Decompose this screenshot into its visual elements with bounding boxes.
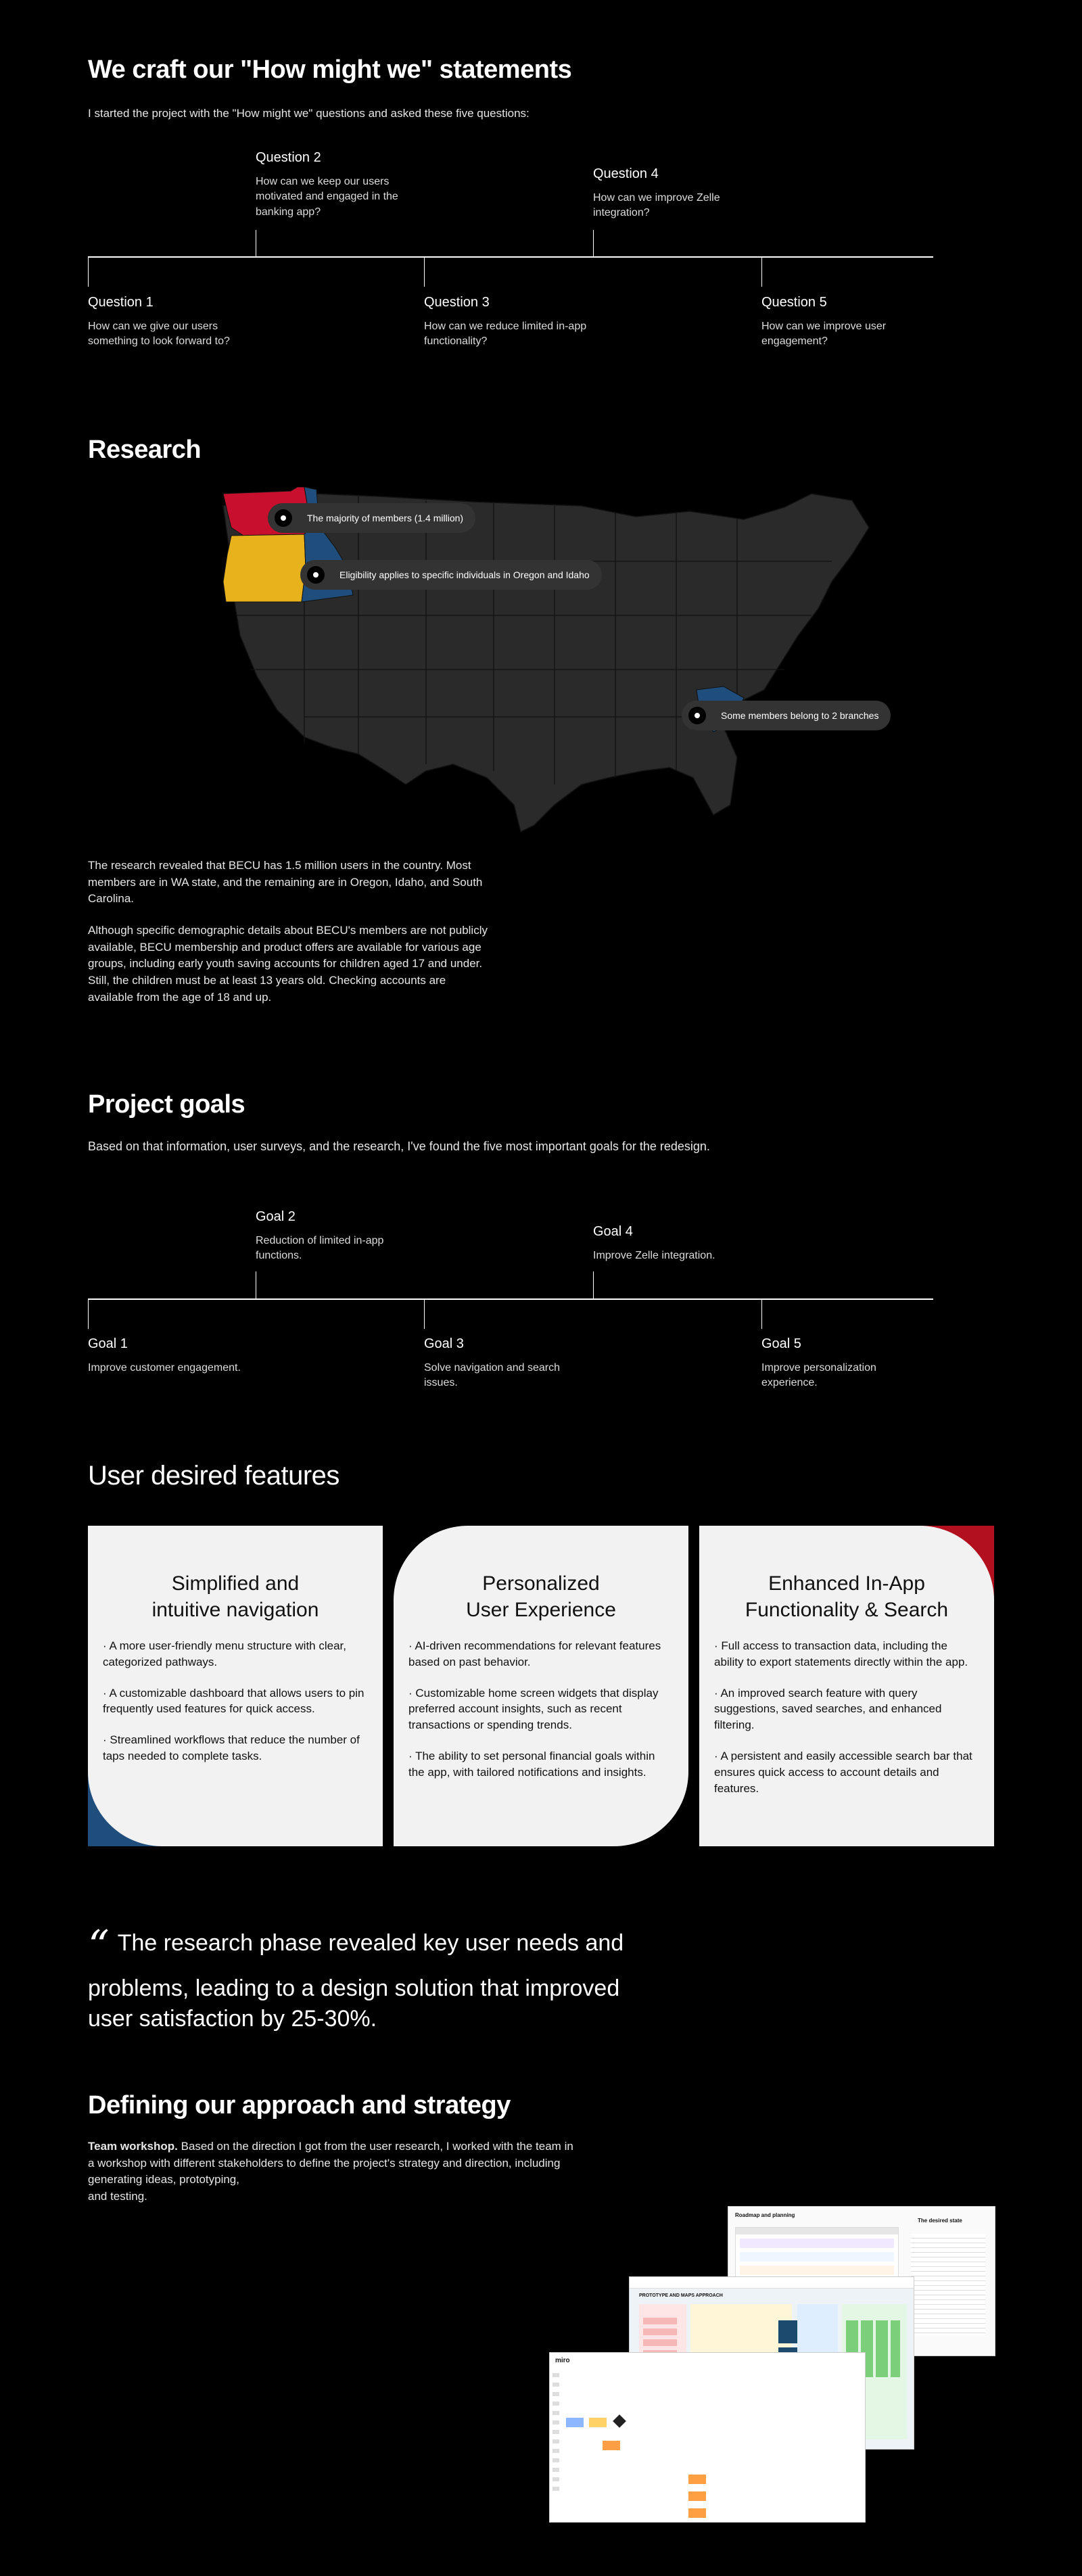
feature-list — [714, 1638, 979, 1796]
timeline-tick — [88, 257, 89, 287]
feature-list — [408, 1638, 674, 1781]
timeline-line — [88, 256, 933, 258]
goal-4-text: Improve Zelle integration. — [593, 1250, 715, 1261]
question-2-text: How can we keep our users motivated and engaged in the banking app? — [256, 176, 398, 218]
question-3-text: How can we reduce limited in-app functionality? — [424, 321, 587, 348]
workshop-board-miro — [549, 2352, 866, 2523]
feature-item: · A customizable dashboard that allows users to pin frequently used features for quick access. — [103, 1686, 364, 1716]
timeline-tick — [424, 257, 425, 287]
approach-title: Defining our approach and strategy — [88, 2091, 511, 2120]
goal-1-label: Goal 1 — [88, 1336, 128, 1351]
goal-5-text: Improve personalization experience. — [761, 1362, 876, 1389]
board-table-row — [740, 2252, 894, 2262]
question-1-label: Question 1 — [88, 295, 154, 310]
flow-node — [688, 2491, 706, 2501]
goal-3-label: Goal 3 — [424, 1336, 464, 1351]
question-1-text: How can we give our users something to look forward to? — [88, 321, 230, 348]
research-paragraph-2: Although specific demographic details about BECU's members are not publicly available, BECU membership and product offers are available for various age groups, including early youth saving accounts for children aged 17 and under. Still, the children must be at least 13 years old. Checking accounts are available from the age of 18 and up. — [88, 924, 488, 1004]
feature-card-title-line: User Experience — [466, 1599, 616, 1621]
timeline-tick — [424, 1299, 425, 1329]
hmw-intro: I started the project with the "How might we" questions and asked these five questions: — [88, 107, 530, 120]
board-heading: PROTOTYPE AND MAPS APPROACH — [639, 2293, 723, 2298]
flow-node — [688, 2475, 706, 2484]
flow-node — [566, 2418, 584, 2427]
approach-lead-bold: Team workshop. — [88, 2140, 178, 2153]
map-callout-south-carolina — [682, 701, 891, 730]
board-phone-mockup — [778, 2320, 797, 2343]
quote-mark-icon: “ — [88, 1921, 110, 1970]
feature-item: · A persistent and easily accessible search bar that ensures quick access to account details and features. — [714, 1749, 972, 1795]
us-map — [203, 487, 899, 839]
feature-card-title-line: Simplified and — [171, 1572, 300, 1595]
location-pin-icon — [307, 566, 325, 584]
feature-item: · Streamlined workflows that reduce the number of taps needed to complete tasks. — [103, 1733, 360, 1762]
timeline-tick — [593, 1271, 594, 1298]
feature-item: · Full access to transaction data, including the ability to export statements directly within the app. — [714, 1639, 968, 1668]
feature-card-title — [714, 1570, 979, 1623]
feature-card-title — [103, 1570, 368, 1623]
board-text-column — [911, 2234, 985, 2335]
research-title: Research — [88, 436, 202, 464]
approach-lead — [88, 2138, 575, 2205]
goals-title: Project goals — [88, 1090, 245, 1119]
features-title: User desired features — [88, 1461, 339, 1491]
board-table-header — [736, 2228, 898, 2234]
map-callout-oregon-idaho — [300, 560, 602, 590]
feature-item: · AI-driven recommendations for relevant features based on past behavior. — [408, 1639, 661, 1668]
location-pin-icon — [275, 509, 292, 527]
feature-card-navigation — [88, 1526, 383, 1846]
approach-lead-text-2: and testing. — [88, 2189, 147, 2203]
goals-intro: Based on that information, user surveys, and the research, I've found the five most important goals for the redesign. — [88, 1140, 710, 1153]
feature-item: · Customizable home screen widgets that display preferred account insights, such as recent transactions or spending trends. — [408, 1686, 659, 1732]
map-callout-text: Some members belong to 2 branches — [721, 710, 879, 721]
miro-logo: miro — [555, 2357, 570, 2364]
flow-node — [589, 2418, 607, 2427]
board-toolbar — [630, 2277, 914, 2289]
us-map-graphic — [203, 487, 899, 839]
goal-2-text: Reduction of limited in-app functions. — [256, 1235, 384, 1262]
research-paragraph-1: The research revealed that BECU has 1.5 million users in the country. Most members are in WA state, and the remaining are in Oregon, Idaho, and South Carolina. — [88, 859, 483, 906]
goal-4-label: Goal 4 — [593, 1224, 633, 1239]
feature-card-search — [699, 1526, 994, 1846]
board-heading: Roadmap and planning — [735, 2212, 795, 2218]
flow-decision — [613, 2414, 626, 2428]
feature-card-title-line: Enhanced In-App — [768, 1572, 925, 1595]
quote-text: The research phase revealed key user needs and problems, leading to a design solution that improved user satisfaction by 25-30%. — [88, 1930, 624, 2032]
goal-5-label: Goal 5 — [761, 1336, 801, 1351]
board-side-heading: The desired state — [918, 2218, 962, 2224]
hmw-title: We craft our "How might we" statements — [88, 55, 572, 84]
question-2-label: Question 2 — [256, 150, 321, 165]
flow-node — [688, 2508, 706, 2518]
question-5-label: Question 5 — [761, 295, 827, 310]
feature-card-title-line: Personalized — [482, 1572, 600, 1595]
feature-item: · A more user-friendly menu structure with clear, categorized pathways. — [103, 1639, 346, 1668]
question-4-label: Question 4 — [593, 166, 659, 181]
board-left-toolbar — [552, 2373, 559, 2495]
timeline-line — [88, 1298, 933, 1300]
feature-list — [103, 1638, 368, 1764]
feature-card-title — [408, 1570, 674, 1623]
feature-card-personalized — [394, 1526, 688, 1846]
approach-lead-text: Based on the direction I got from the user research, I worked with the team in a workshop with different stakeholders to define the project's strategy and direction, including generating ideas, prototyping, — [88, 2140, 573, 2186]
question-3-label: Question 3 — [424, 295, 490, 310]
map-oregon — [223, 534, 306, 602]
map-callout-washington — [268, 503, 475, 533]
goal-2-label: Goal 2 — [256, 1209, 296, 1224]
map-callout-text: Eligibility applies to specific individuals in Oregon and Idaho — [339, 569, 590, 580]
timeline-tick — [593, 230, 594, 257]
quote-block — [88, 1918, 629, 2034]
board-table-row — [740, 2266, 894, 2275]
location-pin-icon — [688, 707, 706, 724]
goal-1-text: Improve customer engagement. — [88, 1362, 241, 1374]
board-table-row — [740, 2239, 894, 2248]
feature-card-title-line: Functionality & Search — [745, 1599, 949, 1621]
feature-card-title-line: intuitive navigation — [151, 1599, 319, 1621]
goal-3-text: Solve navigation and search issues. — [424, 1362, 561, 1389]
timeline-tick — [88, 1299, 89, 1329]
feature-item: · The ability to set personal financial goals within the app, with tailored notifications and insights. — [408, 1749, 655, 1779]
timeline-tick — [761, 1299, 762, 1329]
flow-node — [603, 2441, 620, 2450]
timeline-tick — [761, 257, 762, 287]
question-5-text: How can we improve user engagement? — [761, 321, 887, 348]
feature-item: · An improved search feature with query suggestions, saved searches, and enhanced filtering. — [714, 1686, 942, 1732]
map-callout-text: The majority of members (1.4 million) — [307, 513, 464, 523]
question-4-text: How can we improve Zelle integration? — [593, 192, 720, 219]
